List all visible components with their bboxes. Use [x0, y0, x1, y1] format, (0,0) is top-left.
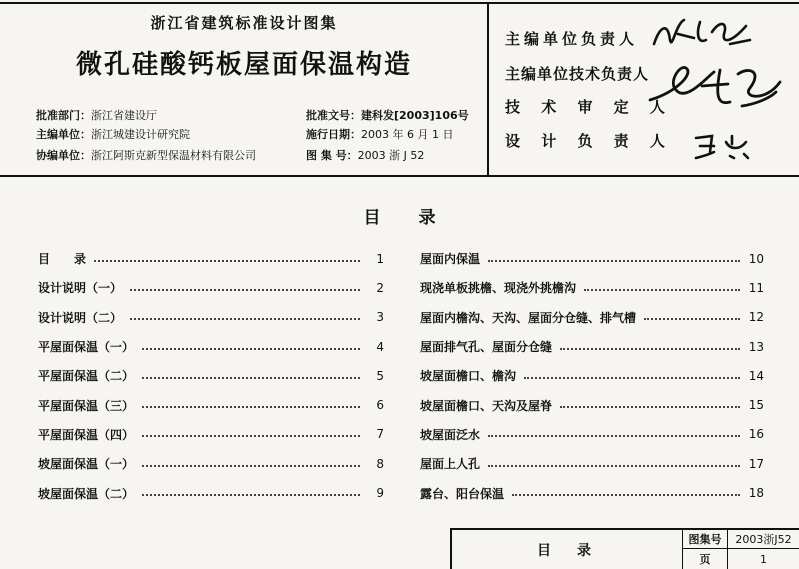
toc-entry-page: 17 [748, 456, 764, 471]
toc-leader-dots [512, 494, 740, 496]
toc-entry [38, 273, 384, 302]
footer-atlas-no: 2003浙J52 [735, 533, 792, 546]
toc-leader-dots [488, 465, 740, 467]
handwritten-signature-2 [646, 62, 786, 118]
main-title: 微孔硅酸钙板屋面保温构造 [75, 50, 412, 80]
chief-unit-value: 浙江城建设计研究院 [91, 128, 190, 141]
toc-entry-title: 屋面上人孔 [420, 455, 484, 472]
effective-date-value: 2003 年 6 月 1 日 [361, 128, 454, 141]
effective-date [306, 126, 453, 142]
footer-page-no: 1 [760, 552, 767, 566]
toc-entry [420, 449, 764, 478]
toc-entry-page: 10 [748, 251, 764, 266]
chief-unit [36, 126, 190, 142]
toc-entry-title: 平屋面保温（二） [38, 367, 138, 384]
toc-entry-page: 15 [748, 398, 764, 413]
toc-entry-title: 坡屋面檐口、天沟及屋脊 [420, 397, 556, 414]
toc-entry [420, 478, 764, 507]
toc-entry-title: 设计说明（一） [38, 279, 126, 296]
chief-unit-head-label: 主编单位负责人 [505, 30, 639, 48]
toc-left-column [38, 244, 384, 508]
toc-entry-title: 坡屋面保温（二） [38, 485, 138, 502]
approval-dept-value: 浙江省建设厅 [91, 109, 157, 122]
toc-entry-title: 坡屋面泛水 [420, 426, 484, 443]
toc-leader-dots [488, 435, 740, 437]
toc-entry [420, 332, 764, 361]
atlas-no-label: 图 集 号： [306, 149, 358, 162]
top-border [0, 2, 799, 4]
toc-entry-page: 8 [376, 456, 384, 471]
toc-entry [38, 478, 384, 507]
toc-entry [420, 390, 764, 419]
toc-entry [420, 303, 764, 332]
effective-date-label: 施行日期： [306, 128, 361, 141]
toc-leader-dots [488, 260, 740, 262]
toc-entry [38, 361, 384, 390]
toc-leader-dots [560, 348, 740, 350]
handwritten-signature-3 [690, 128, 770, 168]
toc-entry-title: 目 录 [38, 250, 90, 267]
footer-atlas-label: 图集号 [688, 533, 722, 546]
toc-entry-title: 设计说明（二） [38, 309, 126, 326]
footer-page-label: 页 [699, 553, 711, 566]
approval-no [306, 107, 469, 123]
toc-entry-page: 2 [376, 280, 384, 295]
toc-heading: 目录 [363, 208, 474, 228]
design-head-label: 设 计 负 责 人 [505, 132, 673, 150]
toc-entry-page: 6 [376, 398, 384, 413]
toc-entry [38, 390, 384, 419]
toc-entry-page: 1 [376, 251, 384, 266]
toc-entry-title: 平屋面保温（一） [38, 338, 138, 355]
toc-entry-title: 平屋面保温（四） [38, 426, 138, 443]
toc-entry-page: 16 [748, 427, 764, 442]
toc-entry-page: 13 [748, 339, 764, 354]
toc-entry-page: 18 [748, 486, 764, 501]
toc-leader-dots [142, 348, 360, 350]
toc-leader-dots [142, 435, 360, 437]
co-unit-label: 协编单位： [36, 149, 91, 162]
co-unit-value: 浙江阿斯克新型保温材料有限公司 [91, 149, 256, 162]
toc-leader-dots [142, 406, 360, 408]
header-divider [0, 175, 799, 177]
toc-entry-title: 露台、阳台保温 [420, 485, 508, 502]
toc-leader-dots [644, 318, 740, 320]
handwritten-signature-1 [650, 14, 760, 60]
toc-entry [420, 361, 764, 390]
footer-title: 目 录 [537, 542, 597, 559]
toc-entry-title: 屋面内檐沟、天沟、屋面分仓缝、排气槽 [420, 309, 640, 326]
toc-leader-dots [584, 289, 740, 291]
toc-entry [420, 420, 764, 449]
toc-entry-page: 3 [376, 310, 384, 325]
toc-entry [420, 273, 764, 302]
toc-entry [420, 244, 764, 273]
technical-reviewer-label: 技 术 审 定 人 [505, 98, 673, 116]
toc-entry [38, 244, 384, 273]
toc-entry-page: 7 [376, 427, 384, 442]
toc-leader-dots [560, 406, 740, 408]
series-title: 浙江省建筑标准设计图集 [150, 14, 338, 32]
approval-no-label: 批准文号： [306, 109, 361, 122]
approval-dept-label: 批准部门： [36, 109, 91, 122]
toc-entry-page: 11 [748, 280, 764, 295]
toc-leader-dots [142, 377, 360, 379]
atlas-no-value: 2003 浙 J 52 [357, 149, 425, 162]
toc-entry-page: 5 [376, 368, 384, 383]
toc-entry-title: 平屋面保温（三） [38, 397, 138, 414]
toc-entry-page: 14 [748, 368, 764, 383]
toc-entry [38, 449, 384, 478]
toc-leader-dots [94, 260, 360, 262]
toc-entry-title: 现浇单板挑檐、现浇外挑檐沟 [420, 279, 580, 296]
toc-entry [38, 420, 384, 449]
approval-dept [36, 107, 157, 123]
co-unit [36, 147, 256, 163]
toc-right-column [420, 244, 764, 508]
toc-leader-dots [142, 465, 360, 467]
toc-entry-page: 12 [748, 310, 764, 325]
toc-entry-page: 4 [376, 339, 384, 354]
toc-leader-dots [524, 377, 740, 379]
toc-entry-page: 9 [376, 486, 384, 501]
toc-entry-title: 屋面排气孔、屋面分仓缝 [420, 338, 556, 355]
toc-entry-title: 坡屋面保温（一） [38, 455, 138, 472]
atlas-no [306, 147, 424, 163]
chief-unit-label: 主编单位： [36, 128, 91, 141]
toc-entry-title: 屋面内保温 [420, 250, 484, 267]
toc-entry-title: 坡屋面檐口、檐沟 [420, 367, 520, 384]
toc-leader-dots [130, 318, 360, 320]
toc-entry [38, 332, 384, 361]
toc-entry [38, 303, 384, 332]
toc-leader-dots [130, 289, 360, 291]
chief-unit-tech-head-label: 主编单位技术负责人 [505, 65, 650, 83]
toc-leader-dots [142, 494, 360, 496]
approval-no-value: 建科发[2003]106号 [361, 109, 469, 122]
